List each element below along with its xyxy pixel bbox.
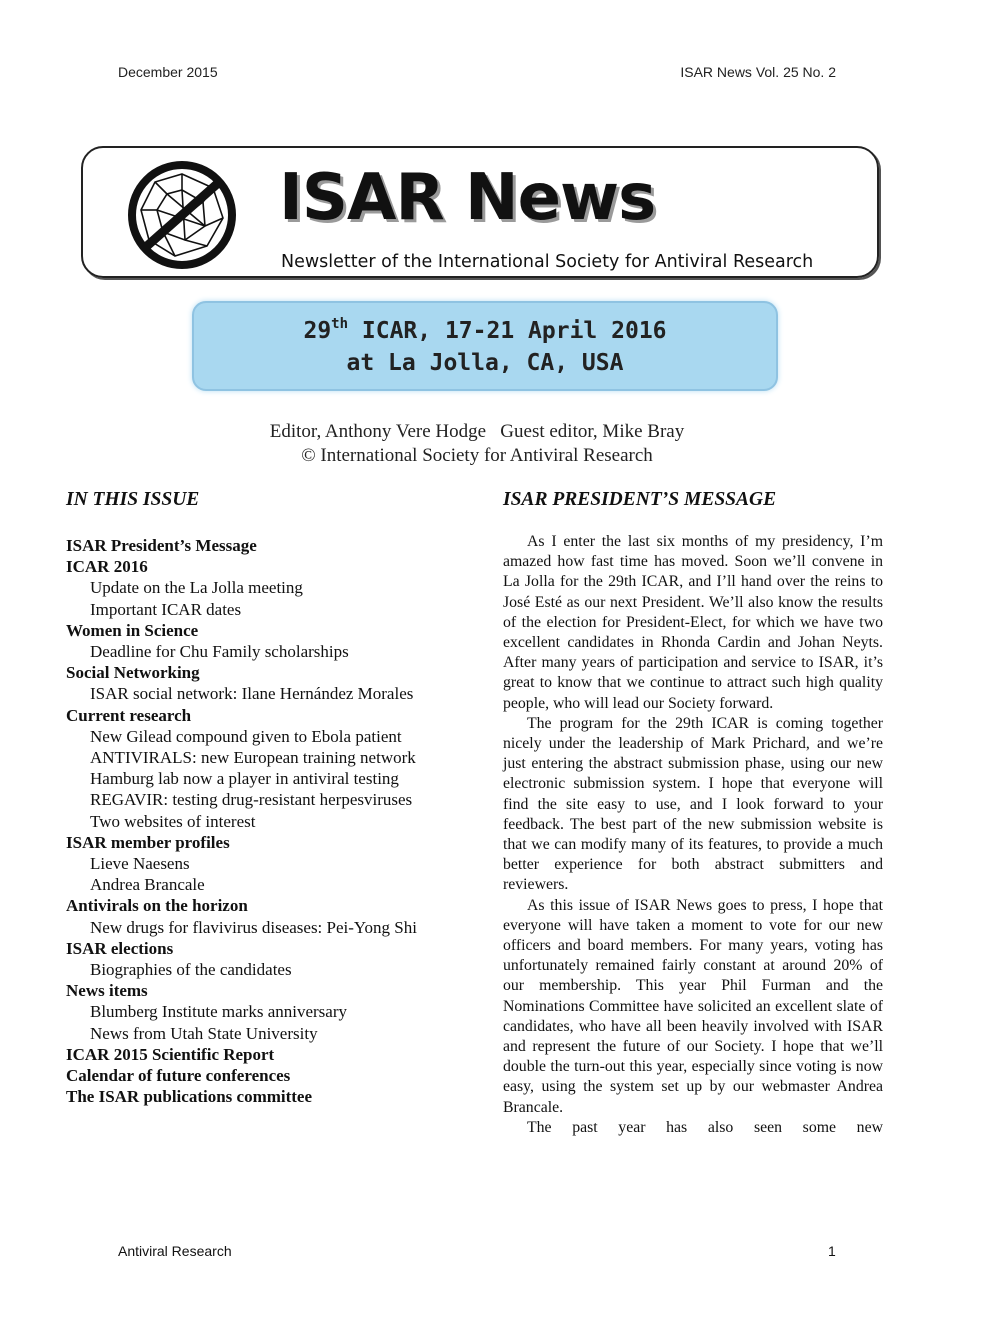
- toc-section: Social Networking: [66, 663, 200, 683]
- president-message-heading: ISAR PRESIDENT’S MESSAGE: [503, 489, 777, 510]
- toc-subitem: Deadline for Chu Family scholarships: [90, 642, 349, 662]
- toc-section: The ISAR publications committee: [66, 1087, 313, 1107]
- toc-section: News items: [66, 981, 148, 1001]
- table-of-contents: [66, 535, 466, 1107]
- toc-subitem: Important ICAR dates: [90, 599, 242, 619]
- header-date: December 2015: [118, 64, 218, 80]
- page-number: 1: [828, 1243, 836, 1259]
- message-paragraph: As this issue of ISAR News goes to press, I hope that everyone will have taken a moment to vote for our new officers and board members. For many years, voting has unfortunately remained fairly constant at around 20% of our membership. This year Phil Furman and the Nominations Committee have solicited an excellent slate of candidates, who have all been heavily involved with ISAR and represent the future of our Society. I hope that we’ll double the turn-out this year, especially since voting is now easy, using the system set up by our webmaster Andrea Brancale.: [503, 896, 883, 1116]
- toc-subitem: Hamburg lab now a player in antiviral testing: [90, 769, 399, 789]
- header-volume: ISAR News Vol. 25 No. 2: [680, 64, 836, 80]
- conference-number: 29: [303, 318, 332, 344]
- newsletter-title: ISAR News: [279, 161, 656, 235]
- toc-subitem: ISAR social network: Ilane Hernández Morales: [90, 684, 414, 704]
- message-paragraph: The past year has also seen some new: [527, 1118, 883, 1136]
- copyright-line: © International Society for Antiviral Research: [301, 445, 653, 466]
- editors-line: Editor, Anthony Vere Hodge Guest editor, Mike Bray: [269, 421, 685, 442]
- message-paragraph: As I enter the last six months of my presidency, I’m amazed how fast time has moved. Soon we’ll convene in La Jolla for the 29th ICAR, and I’ll hand over the reins to José Esté as our next President. We’ll also know the results of the election for President-Elect, for which we have two excellent candidates in Rhonda Cardin and Johan Neyts. After many years of participation and service to ISAR, it’s great to know that we continue to attract such high quality people, who will lead our Society forward.: [503, 533, 883, 712]
- toc-section: Women in Science: [66, 620, 199, 640]
- toc-subitem: Andrea Brancale: [90, 875, 205, 895]
- toc-subitem: Two websites of interest: [90, 811, 256, 831]
- newsletter-subtitle: Newsletter of the International Society for Antiviral Research: [281, 252, 814, 272]
- conference-title: ICAR, 17-21 April 2016: [348, 318, 667, 344]
- footer-journal: Antiviral Research: [118, 1243, 232, 1259]
- toc-section: Current research: [66, 705, 192, 725]
- conference-ordinal-suffix: th: [331, 316, 349, 332]
- toc-section: Calendar of future conferences: [66, 1066, 291, 1086]
- toc-subitem: ANTIVIRALS: new European training network: [90, 748, 416, 768]
- toc-subitem: News from Utah State University: [90, 1023, 318, 1043]
- toc-subitem: New Gilead compound given to Ebola patient: [90, 726, 402, 746]
- toc-section: ISAR President’s Message: [66, 536, 257, 555]
- toc-subitem: REGAVIR: testing drug-resistant herpesviruses: [90, 790, 413, 810]
- isar-logo-icon: [127, 160, 237, 270]
- conference-line-1: [194, 315, 776, 347]
- toc-subitem: Biographies of the candidates: [90, 960, 292, 980]
- toc-section: ICAR 2016: [66, 557, 148, 577]
- toc-section: ISAR member profiles: [66, 832, 230, 852]
- toc-section: Antivirals on the horizon: [66, 896, 248, 916]
- masthead-banner: [81, 146, 879, 278]
- conference-location: at La Jolla, CA, USA: [346, 350, 624, 376]
- toc-heading: IN THIS ISSUE: [66, 489, 200, 510]
- conference-box: [192, 301, 778, 391]
- message-paragraph: The program for the 29th ICAR is coming together nicely under the leadership of Mark Prichard, and we’re just entering the abstract submission phase, using our new electronic submission system. I hope that everyone will find the site easy to use, and I look forward to your feedback. The best part of the new submission website is that we can modify many of its features, to provide a much better experience for both abstract submitters and reviewers.: [503, 714, 883, 894]
- toc-subitem: Blumberg Institute marks anniversary: [90, 1002, 347, 1022]
- credits: [0, 420, 954, 468]
- toc-subitem: Lieve Naesens: [90, 854, 190, 874]
- toc-section: ISAR elections: [66, 938, 174, 958]
- president-message-body: [503, 532, 883, 1138]
- toc-subitem: Update on the La Jolla meeting: [90, 578, 303, 598]
- toc-section: ICAR 2015 Scientific Report: [66, 1044, 275, 1064]
- toc-subitem: New drugs for flavivirus diseases: Pei-Yong Shi: [90, 917, 417, 937]
